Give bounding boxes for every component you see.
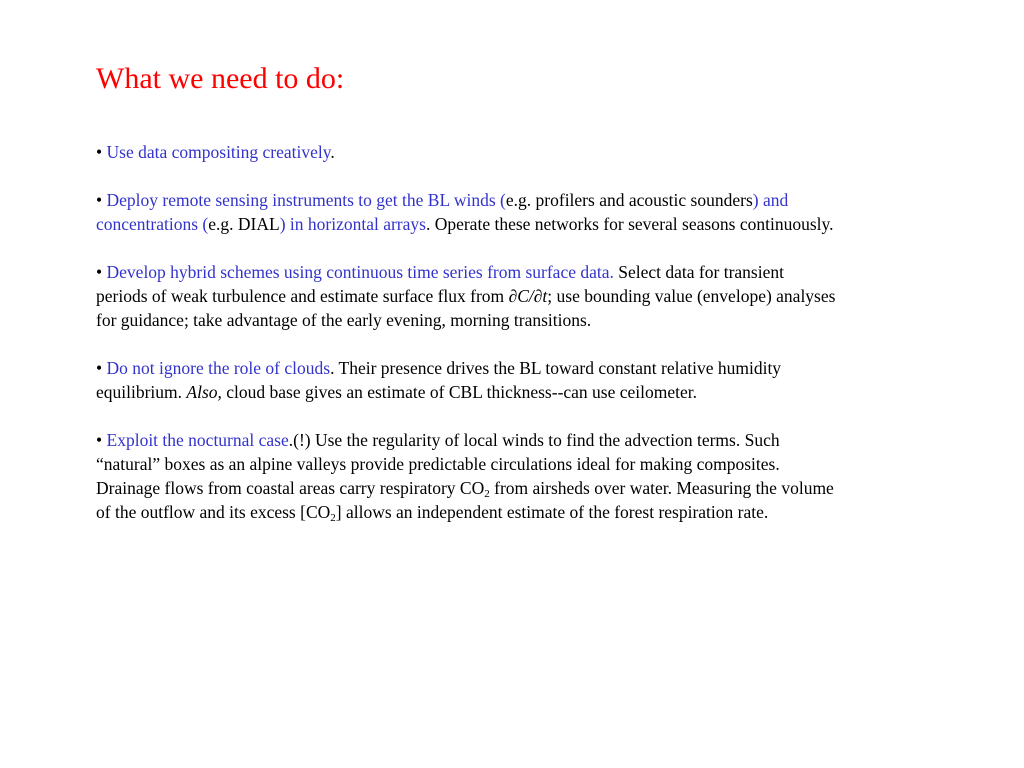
bullet-2-text-2: e.g. DIAL [208,214,280,234]
bullet-marker: • [96,262,103,282]
bullet-2-highlight-3: ) in horizontal arrays [279,214,426,234]
bullet-4-text-2: cloud base gives an estimate of CBL thickness--can use ceilometer. [221,382,698,402]
bullet-marker: • [96,358,103,378]
bullet-4-italic: Also, [186,382,222,402]
bullet-2-text-3: . Operate these networks for several seasons continuously. [425,214,834,234]
bullet-marker: • [96,190,103,210]
bullet-5-text-1: .(!) Use the regularity of local winds to find the advection terms. Such “natural” boxes as an alpine valleys provide predictable circulations ideal for making composites. Drainage flows from coastal areas carry respiratory CO [96,430,780,498]
bullet-marker: • [96,430,103,450]
slide-body [96,140,836,548]
bullet-5-text-3: ] allows an independent estimate of the forest respiration rate. [335,502,769,522]
bullet-5-subscript-1: 2 [484,488,490,500]
bullet-4-highlight: Do not ignore the role of clouds [106,358,331,378]
bullet-5-text-2: from airsheds over water. Measuring the volume of the outflow and its excess [CO [96,478,834,522]
bullet-3-text-2: ; use bounding value (envelope) analyses for guidance; take advantage of the early evening, morning transitions. [96,286,836,330]
bullet-2-highlight-2: ) and concentrations ( [96,190,789,234]
bullet-2 [96,188,836,236]
bullet-5-subscript-2: 2 [330,512,336,524]
bullet-3-math: ∂C/∂t [508,286,548,306]
bullet-4-text-1: . Their presence drives the BL toward constant relative humidity equilibrium. [96,358,782,402]
bullet-2-text-1: e.g. profilers and acoustic sounders [505,190,753,210]
bullet-marker: • [96,142,103,162]
bullet-3 [96,260,836,332]
bullet-3-highlight: Develop hybrid schemes using continuous time series from surface data. [106,262,614,282]
bullet-1 [96,140,836,164]
bullet-5 [96,428,836,524]
slide-title: What we need to do: [96,62,345,95]
bullet-4 [96,356,836,404]
bullet-1-tail: . [330,142,335,162]
bullet-1-highlight: Use data compositing creatively [106,142,331,162]
bullet-5-highlight: Exploit the nocturnal case [106,430,289,450]
bullet-2-highlight-1: Deploy remote sensing instruments to get the BL winds ( [106,190,506,210]
bullet-3-text-1: Select data for transient periods of weak turbulence and estimate surface flux from [96,262,784,306]
